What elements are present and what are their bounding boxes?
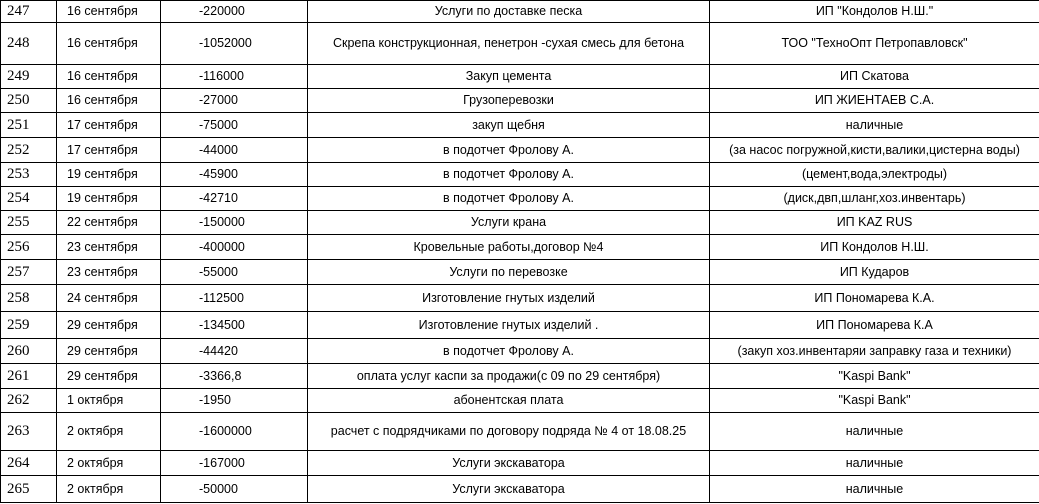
amount-cell[interactable]: -75000 bbox=[161, 113, 308, 138]
date-cell[interactable]: 23 сентября bbox=[57, 260, 161, 285]
description-cell[interactable]: в подотчет Фролову А. bbox=[308, 163, 710, 187]
date-cell[interactable]: 16 сентября bbox=[57, 23, 161, 65]
date-cell[interactable]: 16 сентября bbox=[57, 1, 161, 23]
counterparty-cell[interactable]: "Kaspi Bank" bbox=[710, 364, 1039, 389]
row-number-cell[interactable]: 257 bbox=[1, 260, 57, 285]
table-row bbox=[1, 285, 1039, 312]
row-number-cell[interactable]: 250 bbox=[1, 89, 57, 113]
row-number-cell[interactable]: 261 bbox=[1, 364, 57, 389]
row-number-cell[interactable]: 249 bbox=[1, 65, 57, 89]
description-cell[interactable]: Закуп цемента bbox=[308, 65, 710, 89]
date-cell[interactable]: 24 сентября bbox=[57, 285, 161, 312]
amount-cell[interactable]: -1950 bbox=[161, 389, 308, 413]
date-cell[interactable]: 19 сентября bbox=[57, 187, 161, 211]
amount-cell[interactable]: -134500 bbox=[161, 312, 308, 339]
amount-cell[interactable]: -55000 bbox=[161, 260, 308, 285]
counterparty-cell[interactable]: ТОО "ТехноОпт Петропавловск" bbox=[710, 23, 1039, 65]
date-cell[interactable]: 29 сентября bbox=[57, 364, 161, 389]
description-cell[interactable]: оплата услуг каспи за продажи(с 09 по 29 сентября) bbox=[308, 364, 710, 389]
counterparty-cell[interactable]: (диск,двп,шланг,хоз.инвентарь) bbox=[710, 187, 1039, 211]
row-number-cell[interactable]: 253 bbox=[1, 163, 57, 187]
row-number-cell[interactable]: 255 bbox=[1, 211, 57, 235]
counterparty-cell[interactable]: (цемент,вода,электроды) bbox=[710, 163, 1039, 187]
counterparty-cell[interactable]: ИП Кударов bbox=[710, 260, 1039, 285]
row-number-cell[interactable]: 262 bbox=[1, 389, 57, 413]
table-row bbox=[1, 187, 1039, 211]
date-cell[interactable]: 1 октября bbox=[57, 389, 161, 413]
amount-cell[interactable]: -1052000 bbox=[161, 23, 308, 65]
table-row bbox=[1, 339, 1039, 364]
description-cell[interactable]: Изготовление гнутых изделий bbox=[308, 285, 710, 312]
counterparty-cell[interactable]: ИП Пономарева К.А bbox=[710, 312, 1039, 339]
description-cell[interactable]: Скрепа конструкционная, пенетрон -сухая смесь для бетона bbox=[308, 23, 710, 65]
table-row bbox=[1, 89, 1039, 113]
date-cell[interactable]: 22 сентября bbox=[57, 211, 161, 235]
amount-cell[interactable]: -45900 bbox=[161, 163, 308, 187]
amount-cell[interactable]: -3366,8 bbox=[161, 364, 308, 389]
counterparty-cell[interactable]: ИП Кондолов Н.Ш. bbox=[710, 235, 1039, 260]
counterparty-cell[interactable]: наличные bbox=[710, 113, 1039, 138]
amount-cell[interactable]: -50000 bbox=[161, 476, 308, 503]
counterparty-cell[interactable]: ИП "Кондолов Н.Ш." bbox=[710, 1, 1039, 23]
row-number-cell[interactable]: 260 bbox=[1, 339, 57, 364]
table-row bbox=[1, 312, 1039, 339]
description-cell[interactable]: Услуги по доставке песка bbox=[308, 1, 710, 23]
amount-cell[interactable]: -44000 bbox=[161, 138, 308, 163]
date-cell[interactable]: 16 сентября bbox=[57, 65, 161, 89]
row-number-cell[interactable]: 263 bbox=[1, 413, 57, 451]
date-cell[interactable]: 2 октября bbox=[57, 476, 161, 503]
counterparty-cell[interactable]: ИП Пономарева К.А. bbox=[710, 285, 1039, 312]
date-cell[interactable]: 29 сентября bbox=[57, 339, 161, 364]
description-cell[interactable]: Услуги экскаватора bbox=[308, 451, 710, 476]
description-cell[interactable]: Грузоперевозки bbox=[308, 89, 710, 113]
table-row bbox=[1, 1, 1039, 23]
amount-cell[interactable]: -116000 bbox=[161, 65, 308, 89]
amount-cell[interactable]: -112500 bbox=[161, 285, 308, 312]
counterparty-cell[interactable]: ИП KAZ RUS bbox=[710, 211, 1039, 235]
date-cell[interactable]: 17 сентября bbox=[57, 138, 161, 163]
amount-cell[interactable]: -27000 bbox=[161, 89, 308, 113]
description-cell[interactable]: в подотчет Фролову А. bbox=[308, 187, 710, 211]
table-row bbox=[1, 451, 1039, 476]
counterparty-cell[interactable]: (за насос погружной,кисти,валики,цистерна воды) bbox=[710, 138, 1039, 163]
description-cell[interactable]: в подотчет Фролову А. bbox=[308, 138, 710, 163]
row-number-cell[interactable]: 265 bbox=[1, 476, 57, 503]
counterparty-cell[interactable]: наличные bbox=[710, 476, 1039, 503]
date-cell[interactable]: 16 сентября bbox=[57, 89, 161, 113]
description-cell[interactable]: расчет с подрядчиками по договору подряда № 4 от 18.08.25 bbox=[308, 413, 710, 451]
table-row bbox=[1, 211, 1039, 235]
amount-cell[interactable]: -400000 bbox=[161, 235, 308, 260]
row-number-cell[interactable]: 256 bbox=[1, 235, 57, 260]
row-number-cell[interactable]: 247 bbox=[1, 1, 57, 23]
description-cell[interactable]: в подотчет Фролову А. bbox=[308, 339, 710, 364]
counterparty-cell[interactable]: (закуп хоз.инвентаряи заправку газа и техники) bbox=[710, 339, 1039, 364]
amount-cell[interactable]: -1600000 bbox=[161, 413, 308, 451]
amount-cell[interactable]: -220000 bbox=[161, 1, 308, 23]
amount-cell[interactable]: -44420 bbox=[161, 339, 308, 364]
counterparty-cell[interactable]: "Kaspi Bank" bbox=[710, 389, 1039, 413]
row-number-cell[interactable]: 251 bbox=[1, 113, 57, 138]
date-cell[interactable]: 2 октября bbox=[57, 413, 161, 451]
row-number-cell[interactable]: 254 bbox=[1, 187, 57, 211]
table-row bbox=[1, 23, 1039, 65]
date-cell[interactable]: 2 октября bbox=[57, 451, 161, 476]
description-cell[interactable]: Услуги крана bbox=[308, 211, 710, 235]
description-cell[interactable]: Изготовление гнутых изделий . bbox=[308, 312, 710, 339]
amount-cell[interactable]: -42710 bbox=[161, 187, 308, 211]
table-row bbox=[1, 138, 1039, 163]
counterparty-cell[interactable]: наличные bbox=[710, 413, 1039, 451]
date-cell[interactable]: 17 сентября bbox=[57, 113, 161, 138]
row-number-cell[interactable]: 259 bbox=[1, 312, 57, 339]
date-cell[interactable]: 19 сентября bbox=[57, 163, 161, 187]
amount-cell[interactable]: -150000 bbox=[161, 211, 308, 235]
table-row bbox=[1, 65, 1039, 89]
table-row bbox=[1, 113, 1039, 138]
table-row bbox=[1, 476, 1039, 503]
date-cell[interactable]: 29 сентября bbox=[57, 312, 161, 339]
table-row bbox=[1, 413, 1039, 451]
table-row bbox=[1, 389, 1039, 413]
description-cell[interactable]: закуп щебня bbox=[308, 113, 710, 138]
expense-table-body bbox=[1, 1, 1039, 503]
description-cell[interactable]: абонентская плата bbox=[308, 389, 710, 413]
date-cell[interactable]: 23 сентября bbox=[57, 235, 161, 260]
description-cell[interactable]: Услуги экскаватора bbox=[308, 476, 710, 503]
counterparty-cell[interactable]: наличные bbox=[710, 451, 1039, 476]
amount-cell[interactable]: -167000 bbox=[161, 451, 308, 476]
table-row bbox=[1, 235, 1039, 260]
description-cell[interactable]: Услуги по перевозке bbox=[308, 260, 710, 285]
row-number-cell[interactable]: 248 bbox=[1, 23, 57, 65]
row-number-cell[interactable]: 252 bbox=[1, 138, 57, 163]
table-row bbox=[1, 364, 1039, 389]
row-number-cell[interactable]: 258 bbox=[1, 285, 57, 312]
table-row bbox=[1, 163, 1039, 187]
description-cell[interactable]: Кровельные работы,договор №4 bbox=[308, 235, 710, 260]
table-row bbox=[1, 260, 1039, 285]
counterparty-cell[interactable]: ИП Скатова bbox=[710, 65, 1039, 89]
counterparty-cell[interactable]: ИП ЖИЕНТАЕВ С.А. bbox=[710, 89, 1039, 113]
row-number-cell[interactable]: 264 bbox=[1, 451, 57, 476]
